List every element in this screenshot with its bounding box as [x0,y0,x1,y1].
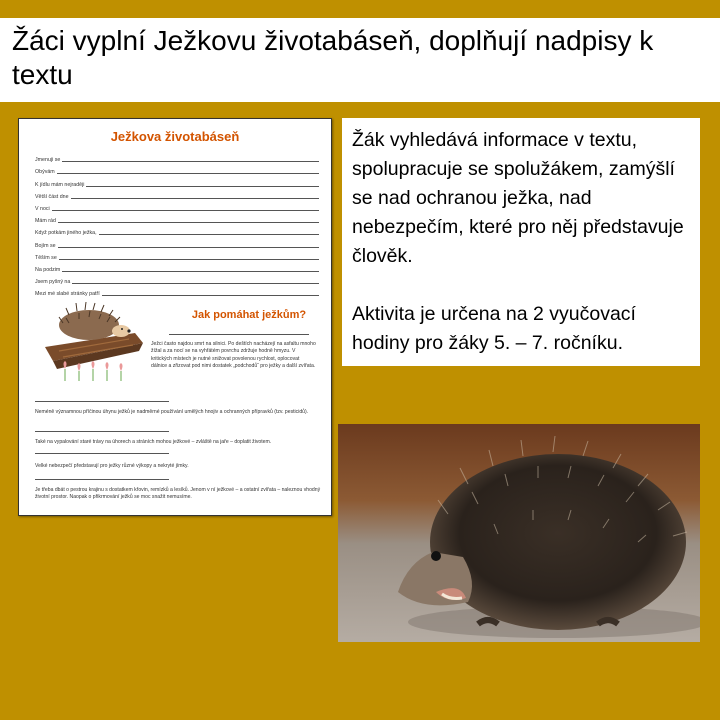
worksheet-rule [35,431,169,432]
worksheet-paragraph: Ježci často najdou smrt na silnici. Po deštích nacházejí na asfaltu mnoho žížal a za nocí se na vyhřátém povrchu zdržuje hodně hmyzu. V kritických místech je nutné snižovat povolenou rychlost, oplocovat dálnice a zřizovat pod nimi dostatek „podchodů“ pro ježky a další zvířata. [151,341,316,370]
worksheet-paragraph: Také na vypalování staré trávy na úhorech a stráních mohou ježkové – zvláště na jaře – doplatit životem. [35,439,272,445]
worksheet-line: Mám rád [35,212,319,224]
worksheet-line: Bojím se [35,236,319,248]
worksheet-rule [35,401,169,402]
slide-title: Žáci vyplní Ježkovu životabáseň, doplňují nadpisy k textu [12,25,654,90]
worksheet-paragraph: Je třeba dbát o pestrou krajinu s dostatkem křovin, remízků a lesíků. Jenom v ní ježkové – a ostatní zvířata – naleznou vhodný životní prostor. Naopak o přikrmování ježků se moc snažit nemusíme. [35,487,321,501]
worksheet-rule [169,334,309,335]
info-paragraph: Aktivita je určena na 2 vyučovací hodiny pro žáky 5. – 7. ročníku. [352,303,636,354]
worksheet-fill-lines [35,151,319,297]
worksheet-line: Obývám [35,163,319,175]
info-paragraph: Žák vyhledává informace v textu, spolupracuje se spolužákem, zamýšlí se nad ochranou ježka, nad nebezpečím, které pro něj představuje člověk. [352,129,684,267]
worksheet-paragraph: Velké nebezpečí představují pro ježky různé výkopy a nekryté jímky. [35,463,189,469]
worksheet-line: V noci [35,200,319,212]
info-box [342,118,700,366]
worksheet-line: Mezi mé slabé stránky patří [35,285,319,297]
worksheet-rule [35,453,169,454]
worksheet-title: Ježkova životabáseň [110,129,240,144]
hedgehog-illustration [39,299,151,381]
worksheet-line: K jídlu mám nejraději [35,175,319,187]
worksheet-line: Těším se [35,249,319,261]
worksheet-subheading: Jak pomáhat ježkům? [191,309,307,321]
worksheet-line: Když potkám jiného ježka, [35,224,319,236]
worksheet-image [18,118,332,516]
hedgehog-photo [338,424,700,642]
worksheet-line: Větší část dne [35,188,319,200]
title-band [0,18,720,102]
worksheet-paragraph: Neméně významnou příčinou úhynu ježků je nadměrné používání umělých hnojiv a ochranných přípravků (tzv. pesticidů). [35,409,309,415]
worksheet-line: Na podzim [35,261,319,273]
worksheet-rule [35,479,169,480]
worksheet-line: Jsem pyšný na [35,273,319,285]
worksheet-line: Jmenuji se [35,151,319,163]
